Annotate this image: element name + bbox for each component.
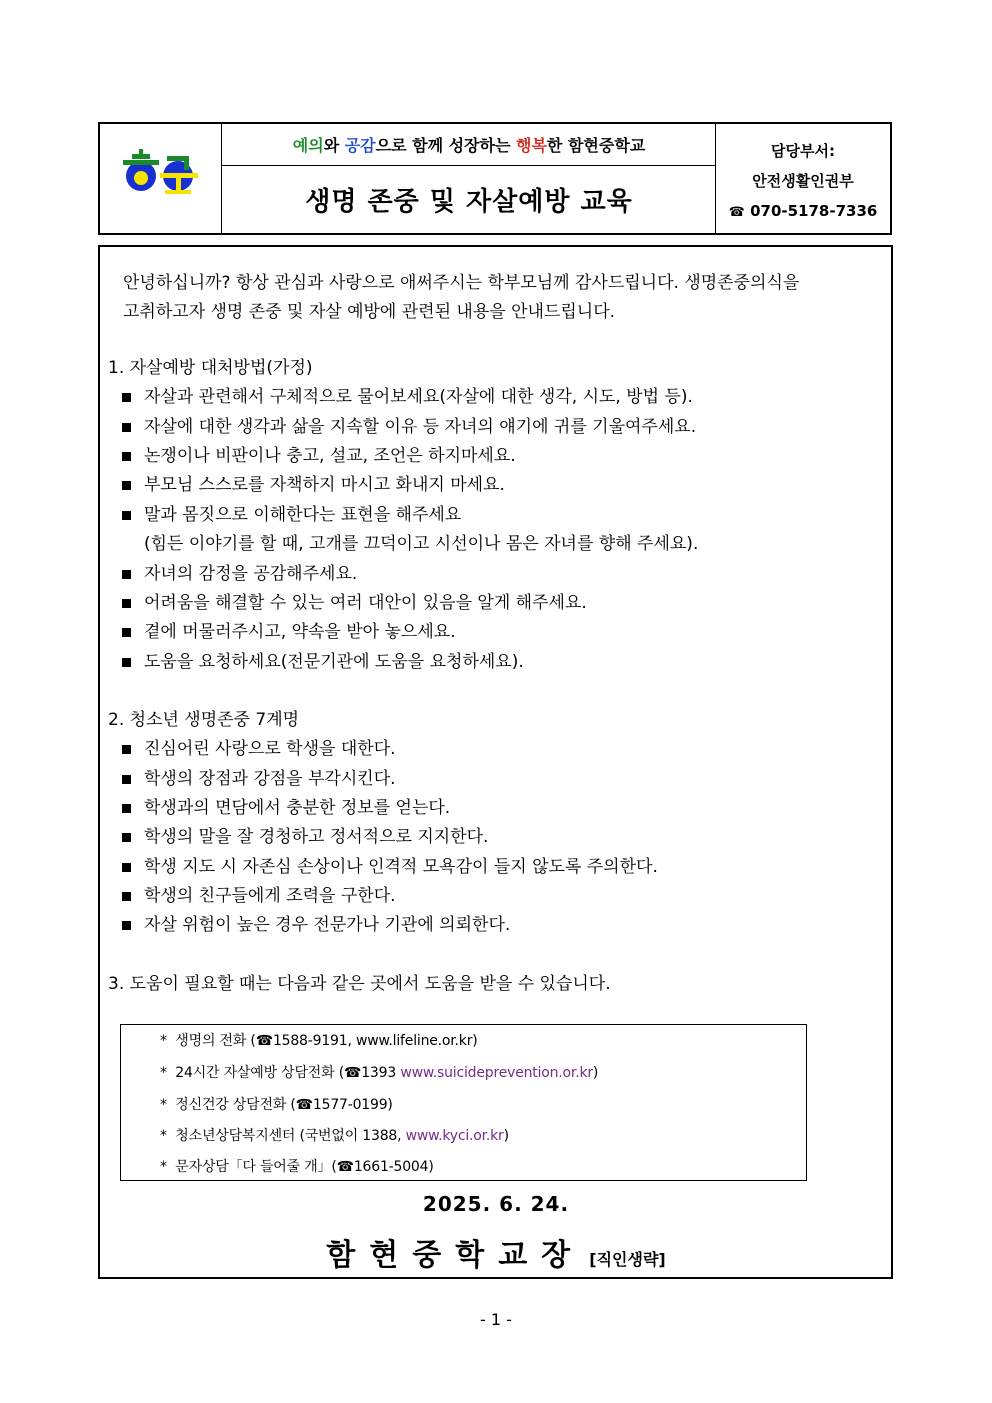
slogan-part: 예의 [292,136,324,155]
list-item: 부모님 스스로를 자책하지 마시고 화내지 마세요. [144,471,505,500]
bullet-icon [122,570,131,579]
list-item: 자살에 대한 생각과 삶을 지속할 이유 등 자녀의 얘기에 귀를 기울여주세요. [144,413,696,442]
bullet-icon [122,658,131,667]
phone-icon: ☎ [255,1033,273,1049]
bullet-icon [122,452,131,461]
contact-line: * 문자상담「다 들어줄 개」(☎1661-5004) [160,1159,434,1175]
bullet-icon [122,481,131,490]
list-item: 학생 지도 시 자존심 손상이나 인격적 모욕감이 들지 않도록 주의한다. [144,853,658,882]
bullet-icon [122,863,131,872]
dept-phone [716,196,890,228]
phone-icon: ☎ [336,1159,354,1175]
list-item: 학생과의 면담에서 충분한 정보를 얻는다. [144,794,450,823]
list-item: 자녀의 감정을 공감해주세요. [144,560,357,589]
list-item-continuation: (힘든 이야기를 할 때, 고개를 끄덕이고 시선이나 몸은 자녀를 향해 주세요). [144,534,699,554]
bullet-icon [122,599,131,608]
document-title: 생명 존중 및 자살예방 교육 [305,187,633,217]
signature-block [0,1230,992,1274]
slogan-part: 한 함현중학교 [546,136,646,155]
section-heading: 1. 자살예방 대처방법(가정) [108,358,313,378]
phone-icon: ☎ [295,1097,313,1113]
dept-label: 담당부서: [771,142,835,160]
slogan-part: 공감 [344,136,376,155]
document-header [98,122,892,235]
school-slogan [222,124,716,166]
list-item: 학생의 친구들에게 조력을 구한다. [144,882,396,911]
phone-number: 070-5178-7336 [750,202,878,220]
contact-line: * 청소년상담복지센터 (국번없이 1388, www.kyci.or.kr) [160,1128,509,1144]
principal-signature: 함현중학교장 [326,1238,585,1273]
list-item: 자살 위험이 높은 경우 전문가나 기관에 의뢰한다. [144,911,510,940]
bullet-icon [122,745,131,754]
contact-line: * 정신건강 상담전화 (☎1577-0199) [160,1097,393,1113]
title-cell [222,124,716,233]
bullet-icon [122,804,131,813]
section-heading: 2. 청소년 생명존중 7계명 [108,710,300,730]
intro-line: 고취하고자 생명 존중 및 자살 예방에 관련된 내용을 안내드립니다. [123,302,616,322]
contact-line: * 생명의 전화 (☎1588-9191, www.lifeline.or.kr) [160,1033,478,1049]
phone-icon: ☎ [728,205,745,220]
bullet-icon [122,892,131,901]
seal-note: [직인생략] [589,1250,666,1269]
slogan-part: 으로 함께 성장하는 [375,136,516,155]
list-item: 논쟁이나 비판이나 충고, 설교, 조언은 하지마세요. [144,442,516,471]
bullet-icon [122,921,131,930]
phone-icon: ☎ [343,1065,362,1081]
list-item: 곁에 머물러주시고, 약속을 받아 놓으세요. [144,618,456,647]
list-item: 학생의 말을 잘 경청하고 정서적으로 지지한다. [144,823,488,852]
bullet-icon [122,833,131,842]
bullet-icon [122,423,131,432]
list-item: 도움을 요청하세요(전문기관에 도움을 요청하세요). [144,648,524,677]
bullet-icon [122,775,131,784]
school-logo-icon [120,146,200,206]
list-item: 말과 몸짓으로 이해한다는 표현을 해주세요 [144,501,461,530]
list-item: 어려움을 해결할 수 있는 여러 대안이 있음을 알게 해주세요. [144,589,587,618]
document-date: 2025. 6. 24. [422,1192,570,1216]
page-number: - 1 - [480,1310,512,1329]
dept-name: 안전생활인권부 [752,172,854,190]
intro-line: 안녕하십니까? 항상 관심과 사랑으로 애써주시는 학부모님께 감사드립니다. 생명존중의식을 [123,273,800,293]
contact-line: * 24시간 자살예방 상담전화 (☎1393 www.suicideprevention.or.kr) [160,1065,599,1081]
slogan-part: 행복 [516,136,547,155]
contact-link[interactable]: www.lifeline.or.kr [355,1033,473,1049]
bullet-icon [122,393,131,402]
list-item: 자살과 관련해서 구체적으로 물어보세요(자살에 대한 생각, 시도, 방법 등). [144,383,693,412]
list-item: 학생의 장점과 강점을 부각시킨다. [144,765,396,794]
dept-cell [716,124,890,233]
contact-link[interactable]: www.kyci.or.kr [405,1128,504,1144]
bullet-icon [122,628,131,637]
section-heading: 3. 도움이 필요할 때는 다음과 같은 곳에서 도움을 받을 수 있습니다. [108,974,611,994]
bullet-icon [122,511,131,520]
slogan-part: 와 [323,136,345,155]
contact-link[interactable]: www.suicideprevention.or.kr [400,1065,593,1081]
logo-cell [100,124,222,233]
list-item: 진심어린 사랑으로 학생을 대한다. [144,735,396,764]
